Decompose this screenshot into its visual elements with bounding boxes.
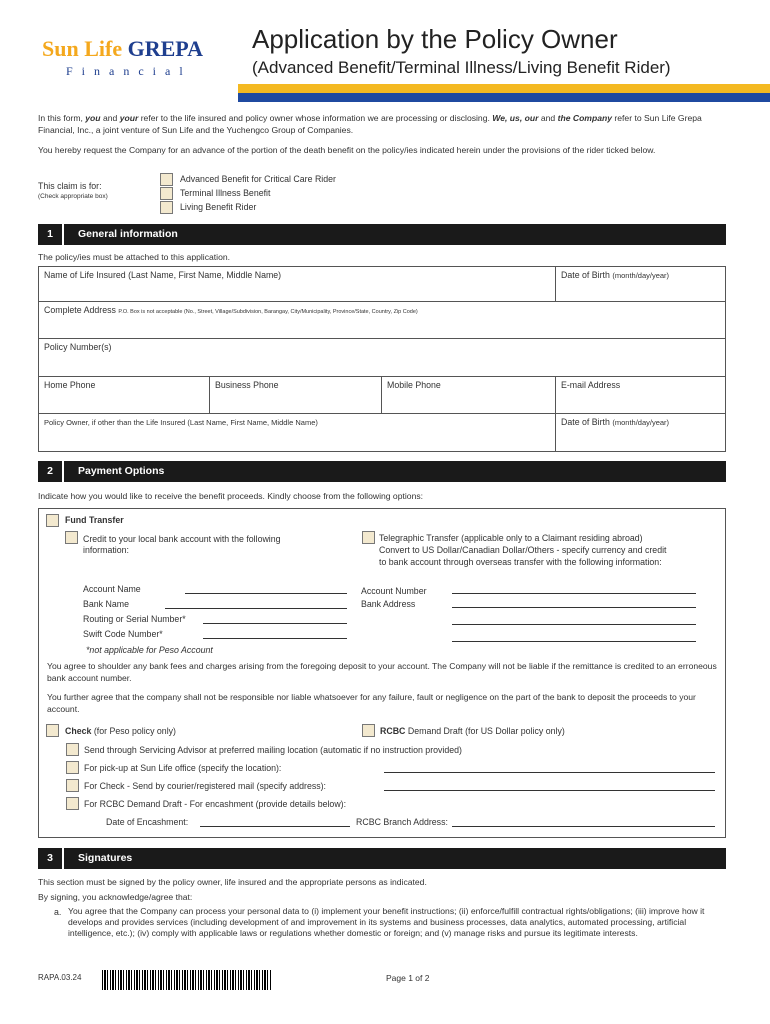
header-band-yellow: [238, 84, 770, 93]
section-3-note: This section must be signed by the policy owner, life insured and the appropriate persons as indicated.: [38, 877, 427, 887]
intro-paragraph: In this form, you and your refer to the life insured and policy owner whose information we are processing or disclosing. We, us, our and the Company refer to Sun Life Grepa Financial, Inc., a joint venture of Sun Life and the Yuchengco Group of Companies.: [38, 113, 702, 135]
logo-subtext: Financial: [66, 64, 192, 78]
account-name-line[interactable]: [185, 593, 347, 594]
bank-address-label: Bank Address: [361, 599, 416, 609]
rcbc-draft-checkbox[interactable]: [362, 724, 375, 737]
rcbc-branch-label: RCBC Branch Address:: [356, 817, 448, 827]
logo-sun-text: Sun Life: [42, 36, 123, 61]
bank-name-label: Bank Name: [83, 599, 129, 609]
claim-checkbox-critical-care[interactable]: [160, 173, 173, 186]
home-phone-field[interactable]: Home Phone: [38, 376, 210, 414]
claim-option-critical-care: Advanced Benefit for Critical Care Rider: [180, 174, 336, 184]
local-bank-checkbox[interactable]: [65, 531, 78, 544]
swift-code-label: Swift Code Number*: [83, 629, 163, 639]
local-bank-label: Credit to your local bank account with the following information:: [83, 534, 281, 555]
advisor-delivery-checkbox[interactable]: [66, 743, 79, 756]
rcbc-encashment-label: For RCBC Demand Draft - For encashment (provide details below):: [84, 799, 347, 809]
check-payment-checkbox[interactable]: [46, 724, 59, 737]
company-logo: [42, 36, 203, 62]
telegraphic-transfer-checkbox[interactable]: [362, 531, 375, 544]
encashment-date-line[interactable]: [200, 826, 350, 827]
claim-checkbox-living-benefit[interactable]: [160, 201, 173, 214]
pickup-checkbox[interactable]: [66, 761, 79, 774]
bank-address-line-2[interactable]: [452, 624, 696, 625]
claim-option-living-benefit: Living Benefit Rider: [180, 202, 257, 212]
page-number: Page 1 of 2: [386, 973, 430, 983]
claim-label: This claim is for:: [38, 181, 102, 191]
logo-grepa-text: GREPA: [127, 36, 203, 61]
mobile-phone-field[interactable]: Mobile Phone: [381, 376, 556, 414]
rcbc-draft-label: RCBC Demand Draft (for US Dollar policy only): [380, 726, 565, 736]
swift-code-line[interactable]: [203, 638, 347, 639]
complete-address-field[interactable]: Complete Address P.O. Box is not acceptable (No., Street, Village/Subdivision, Barangay, City/Municipality, Province/State, Country, Zip Code): [38, 301, 726, 339]
barcode: [102, 970, 272, 990]
section-1-header: 1 General information: [38, 224, 726, 245]
email-field[interactable]: E-mail Address: [555, 376, 726, 414]
pickup-location-line[interactable]: [384, 772, 715, 773]
policy-number-field[interactable]: Policy Number(s): [38, 338, 726, 377]
section-3-acknowledge: By signing, you acknowledge/agree that:: [38, 892, 193, 902]
peso-account-note: *not applicable for Peso Account: [86, 645, 213, 655]
account-number-label: Account Number: [361, 586, 427, 596]
check-payment-label: Check (for Peso policy only): [65, 726, 176, 736]
life-insured-name-field[interactable]: Name of Life Insured (Last Name, First Name, Middle Name): [38, 266, 556, 302]
claim-checkbox-terminal-illness[interactable]: [160, 187, 173, 200]
rcbc-branch-line[interactable]: [452, 826, 715, 827]
encashment-date-label: Date of Encashment:: [106, 817, 189, 827]
policy-owner-dob-field[interactable]: Date of Birth (month/day/year): [555, 413, 726, 452]
advisor-delivery-label: Send through Servicing Advisor at preferred mailing location (automatic if no instruction provided): [84, 745, 462, 755]
form-title: Application by the Policy Owner: [252, 24, 618, 54]
fund-transfer-label: Fund Transfer: [65, 515, 124, 525]
item-a-letter: a.: [54, 907, 62, 917]
business-phone-field[interactable]: Business Phone: [209, 376, 382, 414]
section-3-header: 3 Signatures: [38, 848, 726, 869]
section-2-header: 2 Payment Options: [38, 461, 726, 482]
courier-label: For Check - Send by courier/registered mail (specify address):: [84, 781, 327, 791]
rcbc-encashment-checkbox[interactable]: [66, 797, 79, 810]
life-insured-dob-field[interactable]: Date of Birth (month/day/year): [555, 266, 726, 302]
account-name-label: Account Name: [83, 584, 141, 594]
account-number-line[interactable]: [452, 593, 696, 594]
routing-number-label: Routing or Serial Number*: [83, 614, 186, 624]
courier-address-line[interactable]: [384, 790, 715, 791]
bank-address-line-3[interactable]: [452, 641, 696, 642]
form-code: RAPA.03.24: [38, 973, 82, 982]
section-1-note: The policy/ies must be attached to this application.: [38, 252, 231, 262]
telegraphic-transfer-label: Telegraphic Transfer (applicable only to a Claimant residing abroad) Convert to US Dollar/Canadian Dollar/Others - specify currency and credit to bank account through overseas transfer with the following information:: [379, 533, 667, 567]
bank-liability-agreement: You further agree that the company shall not be responsible nor liable whatsoever for any failure, fault or negligence on the part of the bank to deposit the proceeds to your account.: [47, 692, 696, 714]
courier-checkbox[interactable]: [66, 779, 79, 792]
header-band-blue: [238, 93, 770, 102]
request-paragraph: You hereby request the Company for an advance of the portion of the death benefit on the policy/ies indicated herein under the provisions of the rider ticked below.: [38, 145, 656, 155]
claim-hint: (Check appropriate box): [38, 193, 108, 200]
bank-address-line-1[interactable]: [452, 607, 696, 608]
bank-name-line[interactable]: [165, 608, 347, 609]
policy-owner-name-field[interactable]: Policy Owner, if other than the Life Insured (Last Name, First Name, Middle Name): [38, 413, 556, 452]
form-subtitle: (Advanced Benefit/Terminal Illness/Living Benefit Rider): [252, 58, 671, 77]
pickup-label: For pick-up at Sun Life office (specify the location):: [84, 763, 282, 773]
claim-option-terminal-illness: Terminal Illness Benefit: [180, 188, 271, 198]
data-processing-consent: You agree that the Company can process your personal data to (i) implement your benefit instructions; (ii) enforce/fulfill contractual rights/obligations; (iii) improve how it develops and provides services (including development of and improvement in its systems and business processes, data analytics, automated processing, artificial intelligence, etc.); (iv) comply with applicable laws or regulations whether domestic or foreign; and (v) manage risks and pursue its legitimate interests.: [68, 906, 705, 938]
fund-transfer-checkbox[interactable]: [46, 514, 59, 527]
routing-number-line[interactable]: [203, 623, 347, 624]
section-2-note: Indicate how you would like to receive the benefit proceeds. Kindly choose from the following options:: [38, 491, 424, 501]
bank-fees-agreement: You agree to shoulder any bank fees and charges arising from the foregoing deposit to your account. The Company will not be liable if the remittance is credited to an erroneous bank account number.: [47, 661, 717, 683]
